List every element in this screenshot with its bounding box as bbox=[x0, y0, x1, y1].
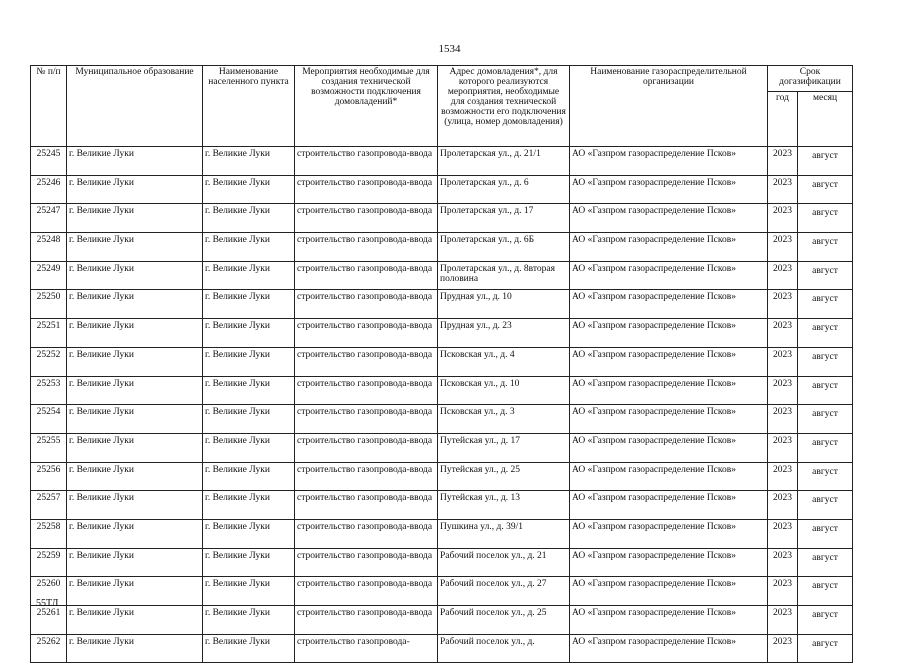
cell-year: 2023 bbox=[768, 491, 798, 520]
cell-year: 2023 bbox=[768, 147, 798, 176]
cell-measures: строительство газопровода- bbox=[295, 634, 438, 663]
cell-month: август bbox=[798, 519, 853, 548]
cell-org: АО «Газпром газораспределение Псков» bbox=[570, 261, 768, 290]
cell-settlement: г. Великие Луки bbox=[203, 606, 295, 635]
cell-measures: строительство газопровода-ввода bbox=[295, 376, 438, 405]
cell-address: Рабочий поселок ул., д. bbox=[438, 634, 570, 663]
cell-year: 2023 bbox=[768, 462, 798, 491]
cell-num: 25255 bbox=[31, 433, 67, 462]
cell-settlement: г. Великие Луки bbox=[203, 519, 295, 548]
cell-address: Псковская ул., д. 10 bbox=[438, 376, 570, 405]
cell-address: Пролетарская ул., д. 21/1 bbox=[438, 147, 570, 176]
cell-num: 25258 bbox=[31, 519, 67, 548]
cell-address: Рабочий поселок ул., д. 27 bbox=[438, 577, 570, 606]
cell-settlement: г. Великие Луки bbox=[203, 376, 295, 405]
cell-municipality: г. Великие Луки bbox=[67, 376, 203, 405]
header-term: Срок догазификации bbox=[768, 66, 853, 92]
cell-settlement: г. Великие Луки bbox=[203, 405, 295, 434]
cell-month: август bbox=[798, 233, 853, 262]
table-row bbox=[31, 433, 853, 462]
cell-address: Пролетарская ул., д. 8вторая половина bbox=[438, 261, 570, 290]
cell-org: АО «Газпром газораспределение Псков» bbox=[570, 405, 768, 434]
cell-org: АО «Газпром газораспределение Псков» bbox=[570, 319, 768, 348]
cell-municipality: г. Великие Луки bbox=[67, 290, 203, 319]
table-row bbox=[31, 491, 853, 520]
cell-address: Прудная ул., д. 23 bbox=[438, 319, 570, 348]
cell-municipality: г. Великие Луки bbox=[67, 147, 203, 176]
cell-num: 25257 bbox=[31, 491, 67, 520]
cell-num: 25260 bbox=[31, 577, 67, 606]
footer-code: 55ТЛ bbox=[36, 598, 59, 609]
table-row bbox=[31, 147, 853, 176]
cell-year: 2023 bbox=[768, 433, 798, 462]
cell-measures: строительство газопровода-ввода bbox=[295, 347, 438, 376]
cell-num: 25261 bbox=[31, 606, 67, 635]
gasification-table bbox=[30, 65, 853, 663]
table-row bbox=[31, 204, 853, 233]
cell-month: август bbox=[798, 175, 853, 204]
cell-num: 25246 bbox=[31, 175, 67, 204]
cell-num: 25262 bbox=[31, 634, 67, 663]
cell-measures: строительство газопровода-ввода bbox=[295, 261, 438, 290]
table-row bbox=[31, 319, 853, 348]
cell-address: Пролетарская ул., д. 17 bbox=[438, 204, 570, 233]
cell-year: 2023 bbox=[768, 261, 798, 290]
cell-measures: строительство газопровода-ввода bbox=[295, 433, 438, 462]
cell-measures: строительство газопровода-ввода bbox=[295, 147, 438, 176]
cell-year: 2023 bbox=[768, 606, 798, 635]
cell-num: 25248 bbox=[31, 233, 67, 262]
cell-year: 2023 bbox=[768, 347, 798, 376]
cell-year: 2023 bbox=[768, 519, 798, 548]
header-address: Адрес домовладения*, для которого реализуются мероприятия, необходимые для создания технической возможности его подключения (улица, номер домовладения) bbox=[438, 66, 570, 147]
cell-settlement: г. Великие Луки bbox=[203, 634, 295, 663]
cell-num: 25254 bbox=[31, 405, 67, 434]
cell-address: Пролетарская ул., д. 6Б bbox=[438, 233, 570, 262]
cell-settlement: г. Великие Луки bbox=[203, 433, 295, 462]
cell-org: АО «Газпром газораспределение Псков» bbox=[570, 433, 768, 462]
cell-measures: строительство газопровода-ввода bbox=[295, 577, 438, 606]
cell-num: 25249 bbox=[31, 261, 67, 290]
cell-municipality: г. Великие Луки bbox=[67, 462, 203, 491]
cell-municipality: г. Великие Луки bbox=[67, 233, 203, 262]
table-row bbox=[31, 577, 853, 606]
cell-municipality: г. Великие Луки bbox=[67, 405, 203, 434]
table-row bbox=[31, 261, 853, 290]
table-row bbox=[31, 548, 853, 577]
cell-month: август bbox=[798, 319, 853, 348]
cell-year: 2023 bbox=[768, 319, 798, 348]
cell-settlement: г. Великие Луки bbox=[203, 147, 295, 176]
cell-measures: строительство газопровода-ввода bbox=[295, 548, 438, 577]
cell-settlement: г. Великие Луки bbox=[203, 175, 295, 204]
cell-year: 2023 bbox=[768, 233, 798, 262]
cell-month: август bbox=[798, 462, 853, 491]
cell-municipality: г. Великие Луки bbox=[67, 319, 203, 348]
cell-org: АО «Газпром газораспределение Псков» bbox=[570, 147, 768, 176]
table-row bbox=[31, 233, 853, 262]
cell-municipality: г. Великие Луки bbox=[67, 606, 203, 635]
cell-municipality: г. Великие Луки bbox=[67, 261, 203, 290]
cell-settlement: г. Великие Луки bbox=[203, 347, 295, 376]
table-row bbox=[31, 290, 853, 319]
cell-year: 2023 bbox=[768, 204, 798, 233]
cell-address: Путейская ул., д. 17 bbox=[438, 433, 570, 462]
cell-num: 25247 bbox=[31, 204, 67, 233]
cell-measures: строительство газопровода-ввода bbox=[295, 405, 438, 434]
cell-municipality: г. Великие Луки bbox=[67, 433, 203, 462]
cell-org: АО «Газпром газораспределение Псков» bbox=[570, 233, 768, 262]
cell-municipality: г. Великие Луки bbox=[67, 491, 203, 520]
cell-month: август bbox=[798, 634, 853, 663]
page-number: 1534 bbox=[438, 43, 461, 55]
cell-measures: строительство газопровода-ввода bbox=[295, 606, 438, 635]
cell-address: Рабочий поселок ул., д. 21 bbox=[438, 548, 570, 577]
cell-settlement: г. Великие Луки bbox=[203, 462, 295, 491]
table-row bbox=[31, 606, 853, 635]
cell-settlement: г. Великие Луки bbox=[203, 261, 295, 290]
cell-address: Рабочий поселок ул., д. 25 bbox=[438, 606, 570, 635]
cell-month: август bbox=[798, 433, 853, 462]
cell-municipality: г. Великие Луки bbox=[67, 577, 203, 606]
table-row bbox=[31, 347, 853, 376]
cell-month: август bbox=[798, 606, 853, 635]
cell-measures: строительство газопровода-ввода bbox=[295, 233, 438, 262]
cell-year: 2023 bbox=[768, 290, 798, 319]
cell-org: АО «Газпром газораспределение Псков» bbox=[570, 634, 768, 663]
cell-year: 2023 bbox=[768, 548, 798, 577]
cell-month: август bbox=[798, 261, 853, 290]
cell-settlement: г. Великие Луки bbox=[203, 204, 295, 233]
header-num: № п/п bbox=[31, 66, 67, 147]
cell-measures: строительство газопровода-ввода bbox=[295, 290, 438, 319]
cell-org: АО «Газпром газораспределение Псков» bbox=[570, 347, 768, 376]
cell-month: август bbox=[798, 290, 853, 319]
table-row bbox=[31, 175, 853, 204]
cell-num: 25245 bbox=[31, 147, 67, 176]
cell-measures: строительство газопровода-ввода bbox=[295, 462, 438, 491]
cell-address: Прудная ул., д. 10 bbox=[438, 290, 570, 319]
header-measures: Мероприятия необходимые для создания технической возможности подключения домовладений* bbox=[295, 66, 438, 147]
cell-settlement: г. Великие Луки bbox=[203, 233, 295, 262]
cell-municipality: г. Великие Луки bbox=[67, 347, 203, 376]
header-settlement: Наименование населенного пункта bbox=[203, 66, 295, 147]
cell-org: АО «Газпром газораспределение Псков» bbox=[570, 519, 768, 548]
cell-num: 25256 bbox=[31, 462, 67, 491]
cell-org: АО «Газпром газораспределение Псков» bbox=[570, 376, 768, 405]
cell-org: АО «Газпром газораспределение Псков» bbox=[570, 577, 768, 606]
cell-address: Путейская ул., д. 13 bbox=[438, 491, 570, 520]
cell-year: 2023 bbox=[768, 405, 798, 434]
cell-address: Псковская ул., д. 4 bbox=[438, 347, 570, 376]
header-municipality: Муниципальное образование bbox=[67, 66, 203, 147]
cell-month: август bbox=[798, 577, 853, 606]
cell-month: август bbox=[798, 204, 853, 233]
cell-month: август bbox=[798, 376, 853, 405]
cell-year: 2023 bbox=[768, 577, 798, 606]
header-org: Наименование газораспределительной организации bbox=[570, 66, 768, 147]
cell-measures: строительство газопровода-ввода bbox=[295, 519, 438, 548]
table-row bbox=[31, 376, 853, 405]
cell-num: 25251 bbox=[31, 319, 67, 348]
cell-address: Пролетарская ул., д. 6 bbox=[438, 175, 570, 204]
cell-month: август bbox=[798, 405, 853, 434]
header-year: год bbox=[768, 92, 798, 147]
cell-measures: строительство газопровода-ввода bbox=[295, 319, 438, 348]
cell-org: АО «Газпром газораспределение Псков» bbox=[570, 491, 768, 520]
cell-settlement: г. Великие Луки bbox=[203, 290, 295, 319]
cell-address: Путейская ул., д. 25 bbox=[438, 462, 570, 491]
cell-settlement: г. Великие Луки bbox=[203, 548, 295, 577]
cell-org: АО «Газпром газораспределение Псков» bbox=[570, 606, 768, 635]
cell-address: Пушкина ул., д. 39/1 bbox=[438, 519, 570, 548]
cell-num: 25250 bbox=[31, 290, 67, 319]
cell-org: АО «Газпром газораспределение Псков» bbox=[570, 175, 768, 204]
cell-municipality: г. Великие Луки bbox=[67, 634, 203, 663]
cell-settlement: г. Великие Луки bbox=[203, 577, 295, 606]
cell-num: 25253 bbox=[31, 376, 67, 405]
cell-municipality: г. Великие Луки bbox=[67, 204, 203, 233]
cell-municipality: г. Великие Луки bbox=[67, 519, 203, 548]
table-row bbox=[31, 405, 853, 434]
cell-settlement: г. Великие Луки bbox=[203, 319, 295, 348]
cell-measures: строительство газопровода-ввода bbox=[295, 175, 438, 204]
cell-month: август bbox=[798, 147, 853, 176]
cell-municipality: г. Великие Луки bbox=[67, 548, 203, 577]
cell-year: 2023 bbox=[768, 376, 798, 405]
cell-year: 2023 bbox=[768, 175, 798, 204]
cell-org: АО «Газпром газораспределение Псков» bbox=[570, 290, 768, 319]
table-body bbox=[31, 147, 853, 663]
header-month: месяц bbox=[798, 92, 853, 147]
cell-org: АО «Газпром газораспределение Псков» bbox=[570, 462, 768, 491]
cell-num: 25252 bbox=[31, 347, 67, 376]
table-header bbox=[31, 66, 853, 147]
cell-month: август bbox=[798, 548, 853, 577]
cell-municipality: г. Великие Луки bbox=[67, 175, 203, 204]
table-row bbox=[31, 462, 853, 491]
cell-org: АО «Газпром газораспределение Псков» bbox=[570, 548, 768, 577]
table-row bbox=[31, 519, 853, 548]
cell-year: 2023 bbox=[768, 634, 798, 663]
cell-num: 25259 bbox=[31, 548, 67, 577]
cell-measures: строительство газопровода-ввода bbox=[295, 204, 438, 233]
table-row bbox=[31, 634, 853, 663]
cell-address: Псковская ул., д. 3 bbox=[438, 405, 570, 434]
cell-month: август bbox=[798, 491, 853, 520]
cell-settlement: г. Великие Луки bbox=[203, 491, 295, 520]
cell-measures: строительство газопровода-ввода bbox=[295, 491, 438, 520]
cell-month: август bbox=[798, 347, 853, 376]
cell-org: АО «Газпром газораспределение Псков» bbox=[570, 204, 768, 233]
